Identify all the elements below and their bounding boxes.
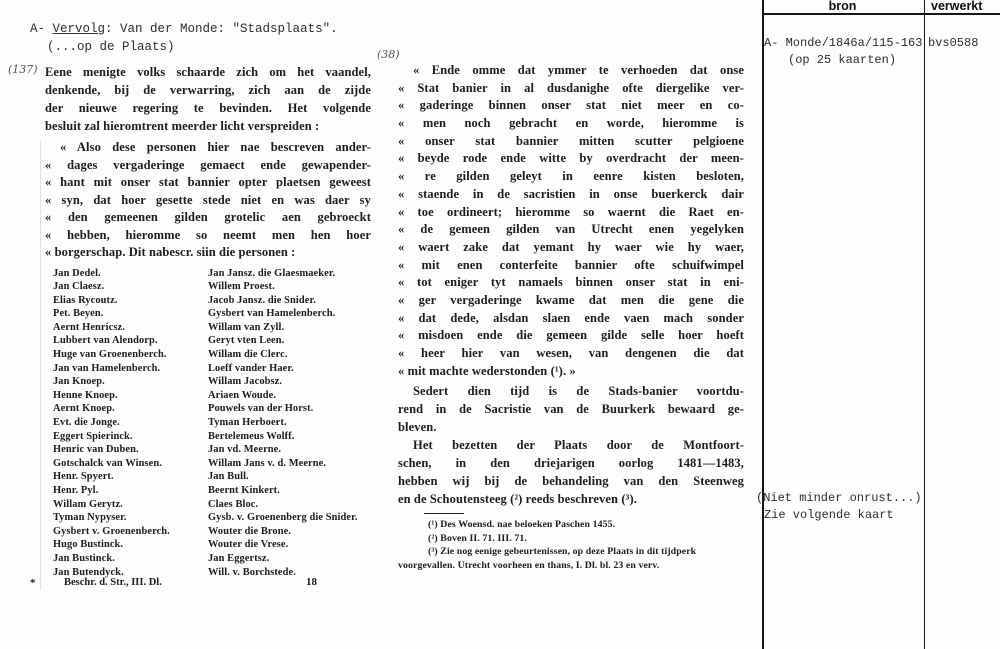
citizen-name: Eggert Spierinck. (53, 430, 133, 442)
banner-quote-line: « toe ordineert; hieromme so waernt die Raet en- (398, 204, 744, 219)
banner-quote-line: « dat dede, alsdan slaen ende vaen mach sonder (398, 310, 744, 325)
banner-quote-line: « onser stat bannier mitten scutter pelgioene (398, 133, 744, 148)
citizen-name: Jan Jansz. die Glaesmaeker. (208, 267, 336, 279)
citizen-name: Aernt Knoep. (53, 403, 115, 415)
intro-paragraph-line: Eene menigte volks schaarde zich om het vaandel, (45, 65, 371, 79)
banner-quote-line: « men noch gebracht en worde, hieromme is (398, 116, 744, 131)
citizen-name: Elias Rycoutz. (53, 294, 118, 306)
citizen-name: Jan Claesz. (53, 281, 105, 293)
citizen-name: Willam Gerytz. (53, 498, 123, 510)
typewriter-heading-line2: (...op de Plaats) (47, 40, 175, 54)
citizen-name: Henr. Spyert. (53, 471, 114, 483)
footnote-line: (¹) Des Woensd. nae beloeken Paschen 1455. (428, 519, 616, 531)
citizen-name: Jan Bustinck. (53, 552, 115, 564)
citizen-name: Geryt vten Leen. (208, 335, 285, 347)
montfoort-paragraph-line: hebben wij bij de behandeling van den Steenweg (398, 474, 744, 489)
bron-entry-line1: A- Monde/1846a/115-163 (764, 36, 923, 50)
footnote-line: (³) Zie nog eenige gebeurtenissen, op deze Plaats in dit tijdperk (428, 546, 697, 558)
banner-quote-line: « staende in de sacristien in onse buerkerck dair (398, 186, 744, 201)
citizen-name: Tyman Herboert. (208, 417, 287, 429)
citizen-name: Beernt Kinkert. (208, 485, 280, 496)
citizen-name: Jan vd. Meerne. (208, 444, 282, 456)
heading-underlined-word: Vervolg (52, 22, 106, 36)
citizen-name: Gysbert v. Groenenberch. (53, 525, 170, 537)
citizen-name: Will. v. Borchstede. (208, 566, 296, 578)
citizen-name: Wouter die Brone. (208, 525, 291, 537)
citizens-quote-line: « dages vergaderinge gemaect ende gewapender- (45, 157, 371, 172)
typewriter-heading-line1 (30, 22, 338, 37)
citizen-name: Henric van Duben. (53, 444, 139, 456)
verwerkt-entry: bvs0588 (928, 36, 979, 50)
banner-quote-line: « mit enen conterfeite bannier ofte schuifwimpel (398, 257, 744, 272)
citizen-name: Willam die Clerc. (208, 349, 288, 361)
banner-quote-line: « de gemeen gilden van Utrecht enen yegelyken (398, 222, 744, 237)
citizen-name: Willem Proest. (208, 281, 275, 293)
intro-paragraph (45, 63, 371, 117)
citizen-name: Willam Jacobsz. (208, 376, 283, 388)
footnote-asterisk: * (30, 577, 36, 589)
montfoort-paragraph-last-line: en de Schoutensteeg (²) reeds beschreven (³). (398, 492, 637, 507)
citizen-name: Huge van Groenenberch. (53, 349, 167, 361)
intro-paragraph-line: denkende, bij de verwarring, zich aan de zijde (45, 83, 371, 97)
intro-paragraph-last-line: besluit zal hieromtrent meerder licht verspreiden : (45, 119, 320, 133)
citizens-name-list (45, 267, 371, 585)
citizen-name: Loeff vander Haer. (208, 362, 294, 374)
citizens-quote-line: « Also dese personen hier nae bescreven ander- (60, 140, 371, 154)
banner-quote-line: « heer hier van wesen, van dengenen die dat (398, 346, 744, 360)
bron-entry-line2: (op 25 kaarten) (788, 53, 897, 67)
source-reference-footer: Beschr. d. Str., III. Dl. (64, 577, 162, 588)
citizens-quote-line: « den gemeenen gilden grotelic aen gebroeckt (45, 210, 371, 224)
banner-quote-line: « Stat banier in al dusdanighe ofte diergelike ver- (398, 80, 744, 95)
montfoort-paragraph-line: Het bezetten der Plaats door de Montfoort- (413, 438, 744, 453)
citizen-name: Henr. Pyl. (53, 485, 99, 496)
citizens-quote-block (45, 139, 371, 244)
banner-quote-line: « Ende omme dat ymmer te verhoeden dat onse (413, 63, 744, 77)
right-book-page (398, 62, 744, 572)
citizen-name: Pouwels van der Horst. (208, 403, 314, 415)
banner-quote-block (398, 62, 744, 363)
page-fold-line (40, 140, 41, 590)
note-next-card-line1: (Niet minder onrust...) (756, 491, 922, 505)
footnotes-list (398, 518, 744, 572)
intro-paragraph-line: der nieuwe regering te bevinden. Het volgende (45, 101, 371, 115)
citizen-name: Henne Knoep. (53, 389, 118, 401)
citizen-name: Jan Dedel. (53, 267, 101, 279)
handwritten-page-marker-left: (137) (8, 63, 38, 76)
banner-quote-line: « gaderinge binnen onser stat niet meer en co- (398, 98, 744, 113)
sacristy-paragraph (398, 382, 744, 418)
citizen-name: Jan Knoep. (53, 376, 105, 388)
sacristy-paragraph-line: rend in de Sacristie van de Buurkerk bewaard ge- (398, 402, 744, 417)
montfoort-paragraph-line: schen, in den driejarigen oorlog 1481—1483, (398, 456, 744, 471)
citizen-name: Ariaen Woude. (208, 389, 277, 401)
citizen-name: Jan Butendyck. (53, 566, 124, 578)
citizen-name: Claes Bloc. (208, 498, 259, 510)
table-column-divider (924, 0, 926, 649)
sacristy-paragraph-line: Sedert dien tijd is de Stads-banier voortdu- (413, 384, 744, 399)
heading-prefix: A- (30, 22, 53, 36)
citizens-quote-line: « hant mit onser stat bannier opter plaetsen geweest (45, 175, 371, 189)
citizens-quote-last-line: « borgerschap. Dit nabescr. siin die personen : (45, 245, 296, 259)
table-left-border (762, 0, 764, 649)
heading-suffix: : Van der Monde: "Stadsplaats". (105, 22, 338, 36)
citizen-name: Gysbert van Hamelenberch. (208, 308, 336, 320)
handwritten-page-marker-right: (38) (377, 48, 400, 61)
footnote-line: voorgevallen. Utrecht voorheen en thans, I. Dl. bl. 23 en verv. (398, 559, 660, 571)
montfoort-paragraph (398, 436, 744, 490)
citizen-name: Jacob Jansz. die Snider. (208, 294, 316, 306)
footnote-line: (²) Boven II. 71. III. 71. (428, 532, 527, 544)
citizen-name: Willam van Zyll. (208, 321, 285, 333)
banner-quote-line: « ger vergaderinge kwame dat men die gene die (398, 292, 744, 307)
citizen-name: Hugo Bustinck. (53, 539, 124, 551)
citizen-name: Evt. die Jonge. (53, 417, 120, 429)
names-column-left (53, 267, 170, 580)
sacristy-paragraph-last-line: bleven. (398, 420, 437, 435)
citizen-name: Willam Jans v. d. Meerne. (208, 457, 327, 469)
banner-quote-line: « misdoen ende die gemeen gilde selle hoer hoeft (398, 328, 744, 343)
table-header-underline (762, 13, 1000, 15)
citizen-name: Bertelemeus Wolff. (208, 430, 295, 442)
banner-quote-line: « tot eniger tyt namaels binnen onser stat in eni- (398, 275, 744, 290)
citizen-name: Jan Eggertsz. (208, 552, 270, 564)
citizen-name: Aernt Henricsz. (53, 321, 125, 333)
citizen-name: Tyman Nypyser. (53, 512, 127, 524)
citizen-name: Pet. Beyen. (53, 308, 104, 320)
citizen-name: Wouter die Vrese. (208, 539, 289, 551)
note-next-card-line2: Zie volgende kaart (764, 508, 894, 522)
verwerkt-column-header: verwerkt (931, 0, 983, 13)
page-number: 18 (306, 576, 317, 588)
citizen-name: Lubbert van Alendorp. (53, 335, 158, 347)
citizen-name: Gotschalck van Winsen. (53, 457, 162, 469)
citizens-quote-line: « hebben, hieromme so neemt men hen hoer (45, 227, 371, 242)
citizen-name: Jan van Hamelenberch. (53, 362, 161, 374)
banner-quote-line: « re gilden geleyt in eenre kisten besloten, (398, 169, 744, 184)
left-book-page (45, 63, 371, 585)
citizens-quote-line: « syn, dat hoer gesette stede niet en was daer sy (45, 192, 371, 207)
banner-quote-line: « beyde rode ende witte by overdracht der meen- (398, 151, 744, 166)
citizen-name: Gysb. v. Groenenberg die Snider. (208, 512, 358, 524)
names-column-right (208, 267, 358, 580)
banner-quote-last-line: « mit machte wederstonden (¹). » (398, 363, 576, 378)
citizen-name: Jan Bull. (208, 471, 249, 483)
banner-quote-line: « waert zake dat yemant hy waer wie hy waer, (398, 239, 744, 254)
footnote-separator-rule (424, 513, 464, 514)
bron-column-header: bron (828, 0, 857, 13)
